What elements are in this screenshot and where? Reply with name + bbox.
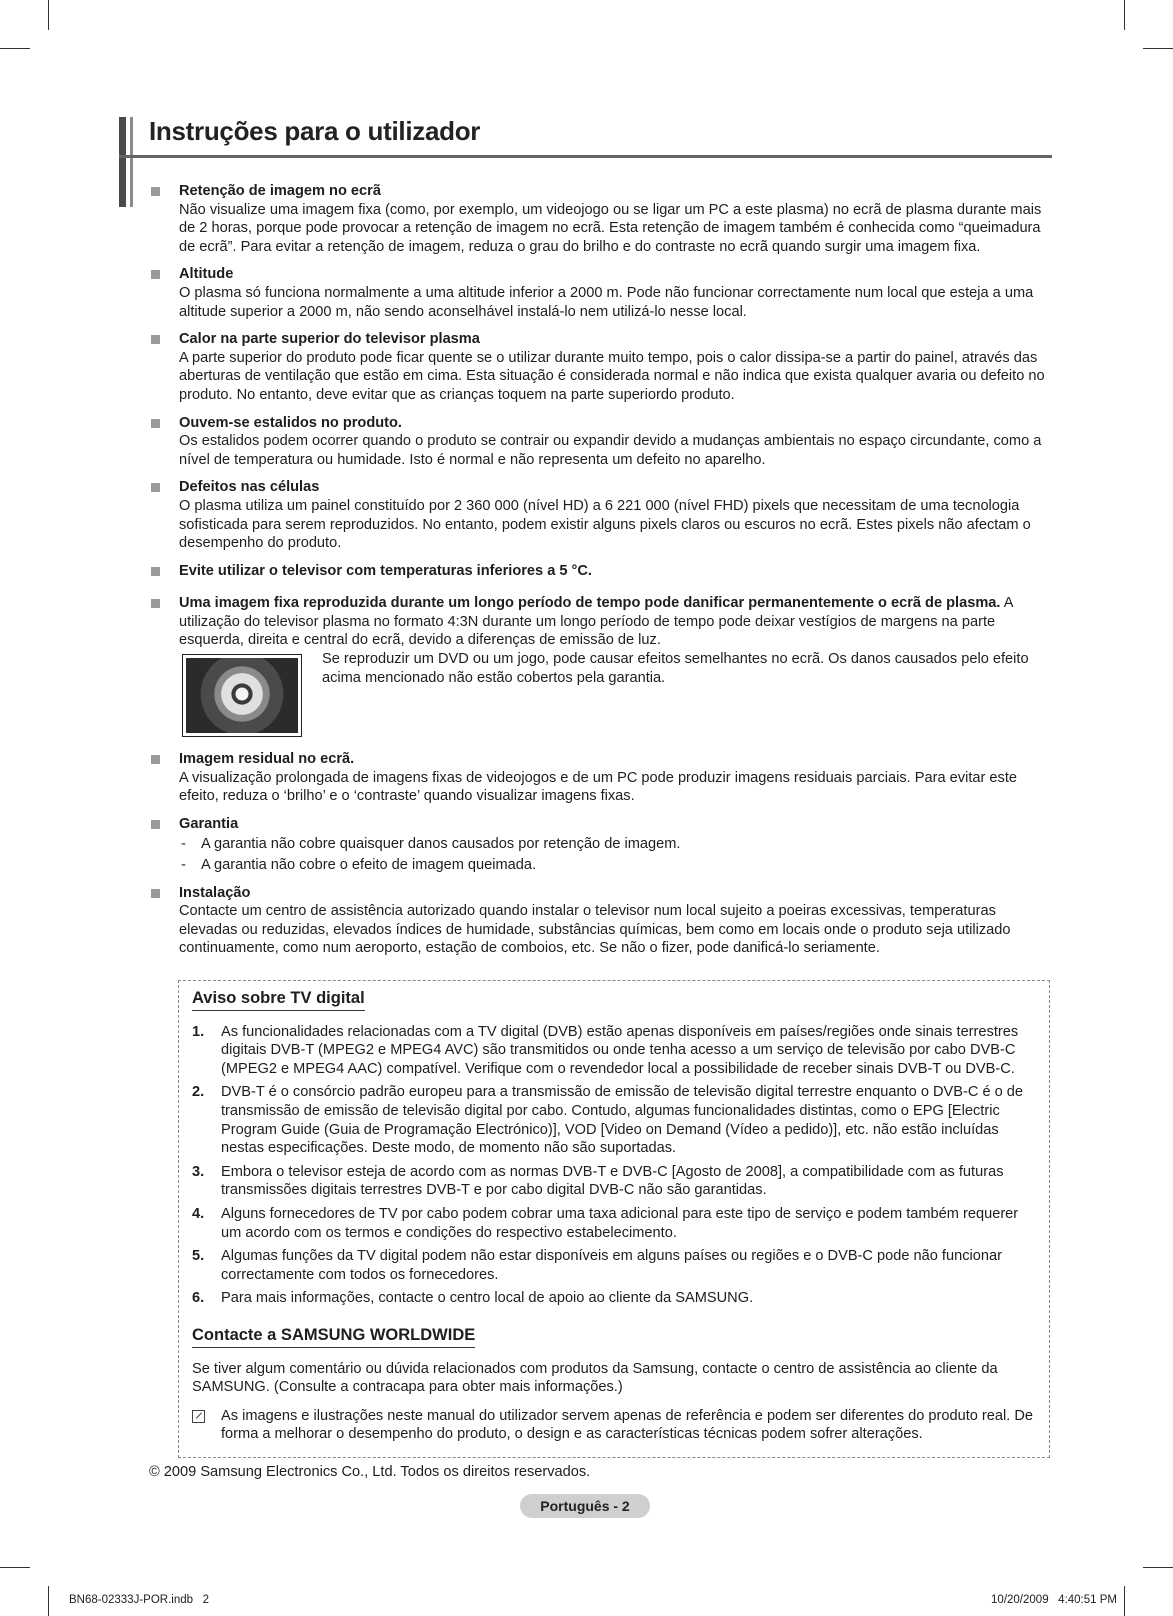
list-item bbox=[192, 1205, 1037, 1242]
item-number: 5. bbox=[192, 1248, 205, 1265]
list-item bbox=[192, 1289, 1037, 1308]
section-altitude bbox=[150, 265, 1050, 321]
section-body: Contacte um centro de assistência autorizado quando instalar o televisor num local sujeito a poeiras excessivas, temperaturas elevadas ou reduzidas, elevados índices de humidade, substâncias químicas, bem como em locais onde o produto seja utilizado continuamente, como num aeroporto, estação de comboios, etc. Se não o fizer, pode danificá-lo seriamente. bbox=[179, 903, 1011, 957]
print-timestamp: 10/20/2009 4:40:51 PM bbox=[991, 1594, 1117, 1606]
page-number-badge: Português - 2 bbox=[520, 1494, 650, 1518]
section-title: Defeitos nas células bbox=[179, 479, 320, 496]
section-image-retention bbox=[150, 182, 1050, 256]
item-number: 3. bbox=[192, 1163, 205, 1180]
contact-body: Se tiver algum comentário ou dúvida relacionados com produtos da Samsung, contacte o centro de assistência ao cliente da SAMSUNG. (Consulte a contracapa para obter mais informações.) bbox=[192, 1360, 998, 1396]
list-item-text: A garantia não cobre quaisquer danos causados por retenção de imagem. bbox=[201, 836, 681, 853]
item-text: As funcionalidades relacionadas com a TV digital (DVB) estão apenas disponíveis em países/regiões onde sinais terrestres digitais DVB-T (MPEG2 e MPEG4 AVC) são transmitidos ou onde tenha acesso a um serviço de televisão por cabo DVB-C (MPEG2 e MPEG4 AAC) compatível. Verifique com o revendedor local a possibilidade de receber sinais DVB-T ou DVB-C. bbox=[221, 1023, 1019, 1077]
section-body: O plasma utiliza um painel constituído por 2 360 000 (nível HD) a 6 221 000 (nível FHD) pixels que necessitam de uma tecnologia sofisticada para serem reproduzidos. No entanto, podem existir alguns pixels claros ou escuros no ecrã. Estes pixels não afectam o desempenho do produto. bbox=[179, 497, 1031, 552]
section-cracking-sounds bbox=[150, 414, 1050, 470]
item-number: 2. bbox=[192, 1084, 205, 1101]
digital-tv-notice-box bbox=[178, 980, 1050, 1458]
crop-mark bbox=[1143, 1567, 1173, 1568]
crop-mark bbox=[1143, 48, 1173, 49]
still-image-example bbox=[179, 650, 1050, 741]
note-text: As imagens e ilustrações neste manual do utilizador servem apenas de referência e podem ser diferentes do produto real. De forma a melhorar o desempenho do produto, o design e as características técnicas podem sofrer alterações. bbox=[221, 1407, 1034, 1443]
notice-heading: Aviso sobre TV digital bbox=[192, 989, 365, 1011]
notice-list bbox=[192, 1023, 1037, 1308]
section-warranty bbox=[150, 815, 1050, 875]
section-title: Calor na parte superior do televisor plasma bbox=[179, 331, 480, 348]
flower-image bbox=[182, 654, 302, 737]
section-title: Altitude bbox=[179, 266, 234, 283]
section-title: Ouvem-se estalidos no produto. bbox=[179, 414, 402, 431]
note-icon bbox=[192, 1410, 205, 1423]
square-bullet-icon bbox=[151, 820, 160, 829]
list-item: - A garantia não cobre o efeito de imagem queimada. bbox=[181, 857, 537, 874]
list-item: - A garantia não cobre quaisquer danos causados por retenção de imagem. bbox=[181, 836, 681, 853]
crop-mark bbox=[0, 48, 30, 49]
section-cell-defects bbox=[150, 478, 1050, 552]
section-title: Uma imagem fixa reproduzida durante um longo período de tempo pode danificar permanentemente o ecrã de plasma. bbox=[179, 595, 1001, 612]
item-text: Embora o televisor esteja de acordo com as normas DVB-T e DVB-C [Agosto de 2008], a compatibilidade com as futuras transmissões digitais terrestres DVB-T e por cabo digital DVB-C não são garantidas. bbox=[221, 1163, 1004, 1199]
title-accent-bar bbox=[119, 117, 126, 207]
section-body: Não visualize uma imagem fixa (como, por exemplo, um videojogo ou se ligar um PC a este plasma) no ecrã de plasma durante mais de 2 horas, porque pode provocar a retenção de imagem no ecrã. Esta retenção de imagem também é conhecida como “queimadura de ecrã”. Para evitar a retenção de imagem, reduza o grau do brilho e do contraste no ecrã quando surgir uma imagem fixa. bbox=[179, 201, 1042, 255]
list-item-text: A garantia não cobre o efeito de imagem queimada. bbox=[201, 857, 537, 874]
copyright: © 2009 Samsung Electronics Co., Ltd. Todos os direitos reservados. bbox=[149, 1464, 591, 1480]
section-heat bbox=[150, 330, 1050, 404]
square-bullet-icon bbox=[151, 187, 160, 196]
print-file-label: BN68-02333J-POR.indb 2 bbox=[69, 1594, 209, 1606]
item-text: Para mais informações, contacte o centro local de apoio ao cliente da SAMSUNG. bbox=[221, 1290, 754, 1307]
crop-mark bbox=[1124, 1586, 1125, 1616]
item-number: 6. bbox=[192, 1290, 205, 1307]
section-body: Os estalidos podem ocorrer quando o produto se contrair ou expandir devido a mudanças ambientais no espaço circundante, como a nível de temperatura ou humidade. Isto é normal e não representa um defeito no aparelho. bbox=[179, 433, 1042, 468]
square-bullet-icon bbox=[151, 755, 160, 764]
flower-photo bbox=[186, 658, 298, 733]
warranty-list bbox=[179, 835, 1050, 874]
section-body: O plasma só funciona normalmente a uma altitude inferior a 2000 m. Pode não funcionar correctamente num local que esteja a uma altitude superior a 2000 m, não sendo aconselhável instalá-lo nem utilizá-lo nesse local. bbox=[179, 284, 1034, 320]
item-number: 1. bbox=[192, 1023, 205, 1040]
section-title: Evite utilizar o televisor com temperaturas inferiores a 5 °C. bbox=[179, 562, 592, 579]
title-divider bbox=[119, 155, 1052, 158]
title-accent-bar-thin bbox=[130, 117, 133, 207]
instructions-content bbox=[150, 182, 1050, 967]
square-bullet-icon bbox=[151, 599, 160, 608]
list-item bbox=[192, 1083, 1037, 1157]
contact-heading: Contacte a SAMSUNG WORLDWIDE bbox=[192, 1326, 475, 1348]
section-body: A visualização prolongada de imagens fixas de videojogos e de um PC pode produzir imagens residuais parciais. Para evitar este efeito, reduza o ‘brilho’ e o ‘contraste’ quando visualizar imagens fixas. bbox=[179, 769, 1017, 805]
note bbox=[192, 1407, 1037, 1444]
item-text: Alguns fornecedores de TV por cabo podem cobrar uma taxa adicional para este tipo de serviço e podem também requerer um acordo com os termos e condições do respectivo estabelecimento. bbox=[221, 1205, 1019, 1241]
crop-mark bbox=[0, 1567, 30, 1568]
section-temperature bbox=[150, 562, 1050, 581]
section-title: Retenção de imagem no ecrã bbox=[179, 183, 381, 199]
square-bullet-icon bbox=[151, 483, 160, 492]
square-bullet-icon bbox=[151, 270, 160, 279]
crop-mark bbox=[48, 1586, 49, 1616]
section-title: Instalação bbox=[179, 884, 251, 901]
list-item bbox=[192, 1247, 1037, 1284]
square-bullet-icon bbox=[151, 889, 160, 898]
crop-mark bbox=[48, 0, 49, 30]
list-item bbox=[192, 1163, 1037, 1200]
item-number: 4. bbox=[192, 1205, 205, 1222]
section-title: Imagem residual no ecrã. bbox=[179, 751, 355, 768]
square-bullet-icon bbox=[151, 335, 160, 344]
section-residual-image bbox=[150, 750, 1050, 806]
crop-mark bbox=[1124, 0, 1125, 30]
section-installation bbox=[150, 884, 1050, 958]
square-bullet-icon bbox=[151, 419, 160, 428]
item-text: DVB-T é o consórcio padrão europeu para a transmissão de emissão de televisão digital terrestre enquanto o DVB-C é o de transmissão de emissão de televisão digital por cabo. Contudo, algumas funcionalidades distintas, como o EPG [Electric Program Guide (Guia de Programação Electrónico)], VOD [Video on Demand (Vídeo a pedido)], etc. não estão incluídas nestas especificações. Deste modo, de momento não são suportadas. bbox=[221, 1084, 1024, 1157]
page-title: Instruções para o utilizador bbox=[149, 116, 481, 146]
section-title: Garantia bbox=[179, 815, 239, 832]
section-body: A parte superior do produto pode ficar quente se o utilizar durante muito tempo, pois o calor dissipa-se a partir do painel, através das aberturas de ventilação que estão em cima. Esta situação é considerada normal e não indica que exista qualquer avaria ou defeito no produto. No entanto, deve evitar que as crianças toquem na parte superiordo produto. bbox=[179, 349, 1045, 403]
section-body-secondary: Se reproduzir um DVD ou um jogo, pode causar efeitos semelhantes no ecrã. Os danos causados pelo efeito acima mencionado não estão cobertos pela garantia. bbox=[322, 651, 1029, 686]
item-text: Algumas funções da TV digital podem não estar disponíveis em alguns países ou regiões e o DVB-C pode não funcionar correctamente com todos os fornecedores. bbox=[221, 1248, 1002, 1283]
square-bullet-icon bbox=[151, 567, 160, 576]
section-still-image bbox=[150, 594, 1050, 741]
section-body: A utilização do televisor plasma no formato 4:3N durante um longo período de tempo pode deixar vestígios de margens na parte esquerda, direita e central do ecrã, devido a diferenças de emissão de luz. bbox=[179, 595, 1013, 649]
list-item bbox=[192, 1023, 1037, 1079]
